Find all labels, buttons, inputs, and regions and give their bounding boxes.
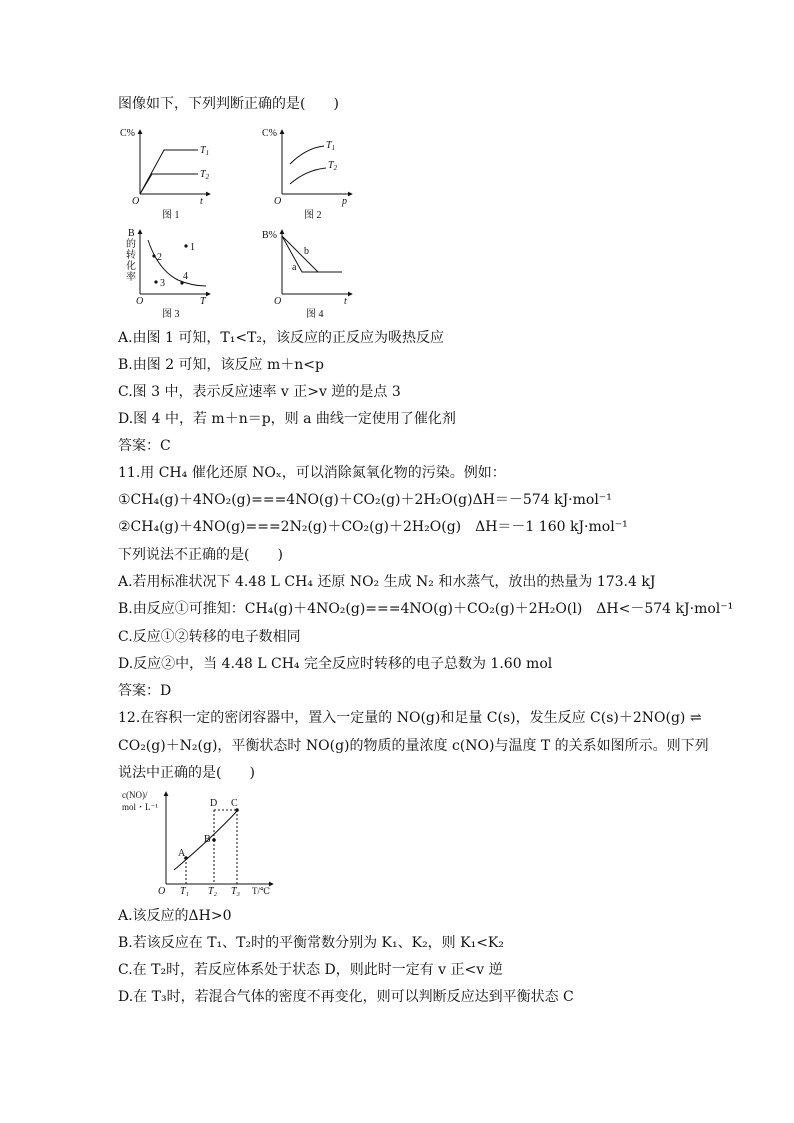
svg-text:2: 2 [157, 252, 162, 263]
fig2-ylabel: C% [262, 128, 277, 139]
svg-text:4: 4 [183, 271, 188, 282]
fig3-origin: O [136, 296, 144, 307]
q10-option-c: C.图 3 中，表示反应速率 v 正>v 逆的是点 3 [118, 384, 401, 400]
svg-text:C: C [231, 798, 238, 809]
svg-text:率: 率 [126, 272, 136, 283]
fig5-ylabel-2: mol・L⁻¹ [122, 802, 158, 812]
fig4-caption: 图 4 [306, 309, 324, 320]
svg-text:3: 3 [160, 278, 165, 289]
fig1-xlabel: t [200, 196, 203, 207]
q11-equation-2: ②CH₄(g)＋4NO(g)===2N₂(g)＋CO₂(g)＋2H₂O(g) ΔH＝－1 160 kJ·mol⁻¹ [118, 519, 628, 535]
fig5-origin: O [158, 886, 166, 896]
svg-text:1: 1 [190, 242, 195, 253]
q12-option-b: B.若该反应在 T₁、T₂时的平衡常数分别为 K₁、K₂，则 K₁<K₂ [118, 935, 505, 951]
q11-ask: 下列说法不正确的是( ) [118, 547, 283, 563]
fig1-caption: 图 1 [162, 210, 180, 221]
q10-option-b: B.由图 2 可知，该反应 m＋n<p [118, 357, 324, 373]
svg-text:A: A [178, 848, 186, 859]
q11-answer: 答案：D [118, 683, 172, 699]
svg-text:T₂: T₂ [208, 886, 218, 896]
q12-option-c: C.在 T₂时，若反应体系处于状态 D，则此时一定有 v 正<v 逆 [118, 962, 503, 978]
fig1-curve-t2 [140, 174, 198, 194]
figure-4 [262, 230, 352, 320]
q11-option-c: C.反应①②转移的电子数相同 [118, 629, 301, 645]
q10-option-a: A.由图 1 可知，T₁<T₂，该反应的正反应为吸热反应 [118, 330, 444, 346]
q12-stem-line-1: 12.在容积一定的密闭容器中，置入一定量的 NO(g)和足量 C(s)，发生反应 C(s)＋2NO(g) ⇌ [118, 710, 702, 726]
figure-3 [126, 228, 210, 320]
fig2-curve-t1 [290, 146, 324, 164]
question-intro: 图像如下，下列判断正确的是( ) [118, 96, 339, 112]
fig1-origin: O [132, 196, 140, 207]
svg-text:T₃: T₃ [231, 886, 241, 896]
svg-text:T1: $T_1$ [200, 145, 210, 157]
fig2-caption: 图 2 [304, 210, 322, 221]
fig4-xlabel: t [344, 296, 347, 307]
fig4-curve-b [282, 236, 318, 272]
svg-text:B: B [204, 834, 211, 845]
fig3-curve [148, 240, 206, 286]
q12-option-a: A.该反应的ΔH>0 [118, 908, 232, 924]
fig4-ylabel: B% [262, 230, 277, 241]
svg-text:D: D [210, 798, 218, 809]
fig2-origin: O [274, 196, 282, 207]
q12-stem-line-3: 说法中正确的是( ) [118, 765, 255, 781]
q11-option-b: B.由反应①可推知：CH₄(g)＋4NO₂(g)===4NO(g)＋CO₂(g)＋2H₂O(l) ΔH<－574 kJ·mol⁻¹ [118, 601, 734, 617]
figures-1-4 [118, 122, 378, 322]
q11-stem: 11.用 CH₄ 催化还原 NOₓ，可以消除氮氧化物的污染。例如： [118, 465, 506, 481]
fig1-ylabel: C% [120, 128, 135, 139]
svg-text:T1: $T_1$ [326, 140, 336, 152]
figure-5 [118, 786, 288, 896]
fig3-xlabel: T [200, 296, 206, 307]
figure-1 [120, 128, 210, 221]
q10-option-d: D.图 4 中，若 m＋n＝p，则 a 曲线一定使用了催化剂 [118, 411, 456, 427]
q12-stem-line-2: CO₂(g)＋N₂(g)，平衡状态时 NO(g)的物质的量浓度 c(NO)与温度 T 的关系如图所示。则下列 [118, 738, 709, 754]
q10-answer: 答案：C [118, 438, 171, 454]
svg-text:的: 的 [126, 239, 136, 250]
fig2-curve-t2 [290, 168, 326, 184]
fig2-xlabel: p [342, 196, 347, 207]
q11-option-a: A.若用标准状况下 4.48 L CH₄ 还原 NO₂ 生成 N₂ 和水蒸气，放出的热量为 173.4 kJ [118, 574, 656, 590]
svg-text:T₁: T₁ [180, 886, 190, 896]
svg-text:转: 转 [126, 250, 136, 261]
q11-option-d: D.反应②中，当 4.48 L CH₄ 完全反应时转移的电子总数为 1.60 mol [118, 656, 553, 672]
q12-option-d: D.在 T₃时，若混合气体的密度不再变化，则可以判断反应达到平衡状态 C [118, 989, 574, 1005]
svg-text:a: a [292, 262, 297, 273]
svg-text:T2: $T_2$ [200, 169, 210, 181]
fig5-xlabel: T/℃ [252, 886, 271, 896]
fig4-origin: O [274, 296, 282, 307]
svg-text:b: b [304, 246, 309, 257]
fig3-caption: 图 3 [162, 309, 180, 320]
svg-text:T2: $T_2$ [328, 160, 338, 172]
fig1-curve-t1 [140, 150, 198, 194]
figure-2 [262, 128, 352, 221]
fig5-ylabel-1: c(NO)/ [122, 790, 148, 800]
svg-text:化: 化 [126, 261, 136, 272]
svg-text:B: B [128, 228, 135, 239]
q11-equation-1: ①CH₄(g)＋4NO₂(g)===4NO(g)＋CO₂(g)＋2H₂O(g)ΔH＝－574 kJ·mol⁻¹ [118, 492, 612, 508]
